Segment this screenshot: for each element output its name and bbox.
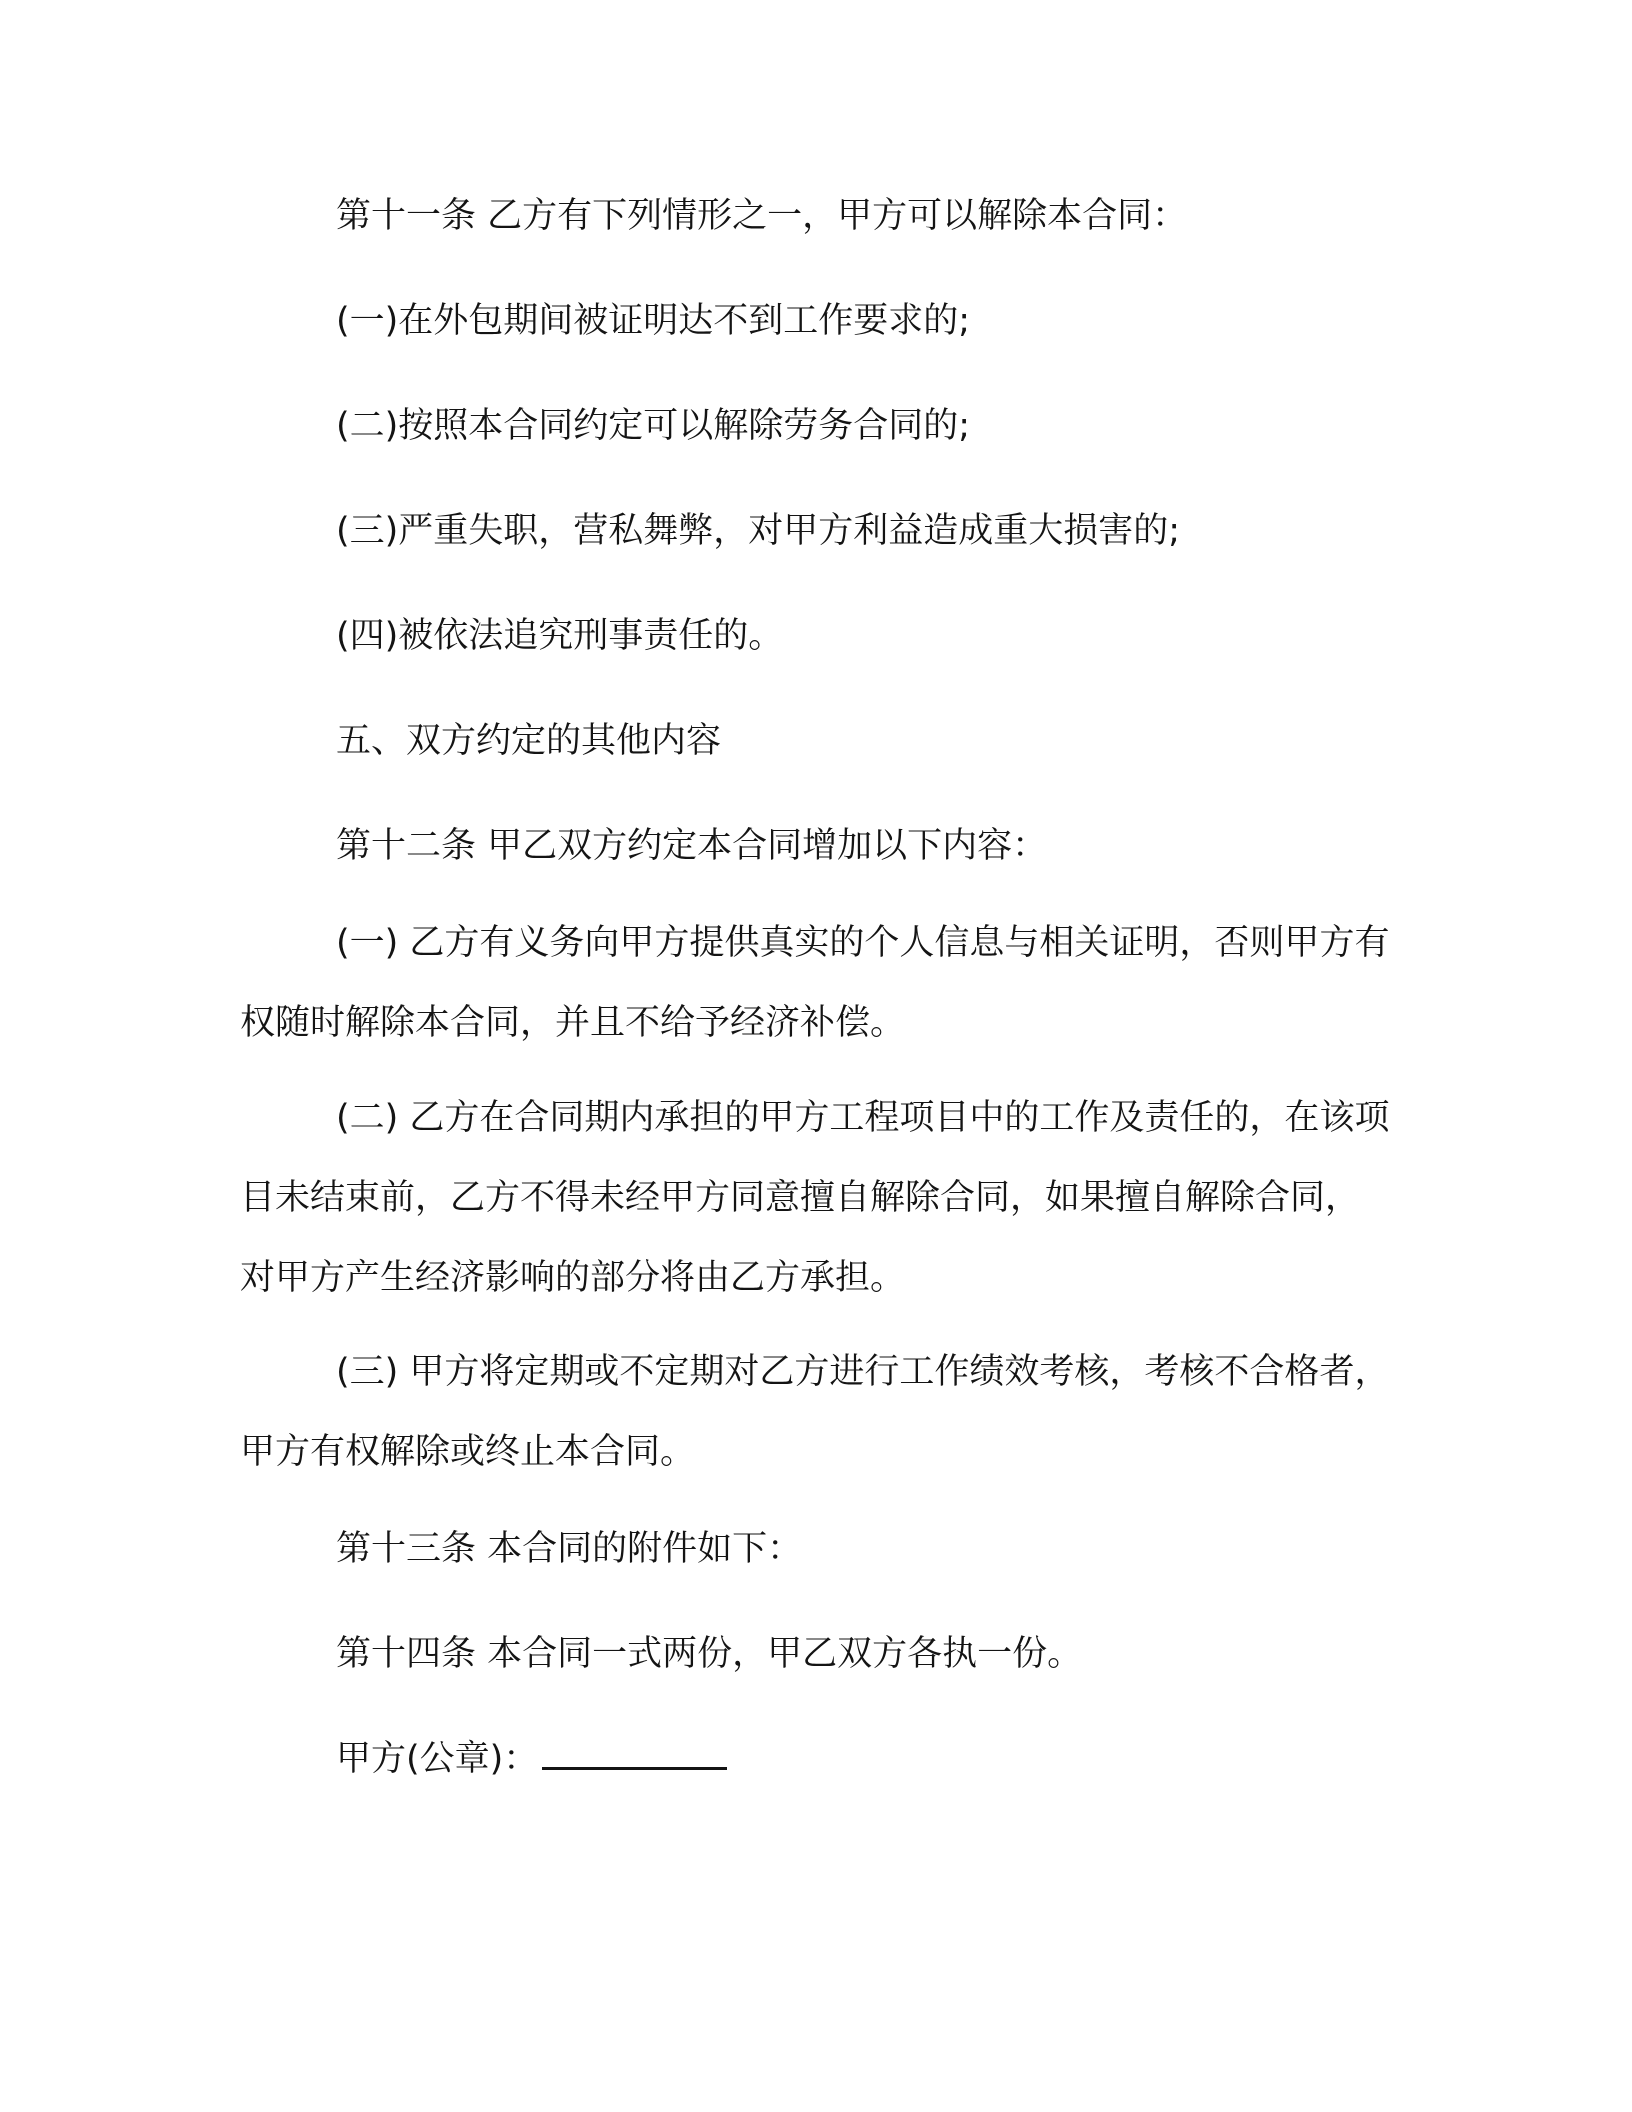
signature-label: 甲方(公章)：: [336, 1739, 539, 1779]
article-12-item-1: (一) 乙方有义务向甲方提供真实的个人信息与相关证明，否则甲方有权随时解除本合同，并且不给予经济补偿。: [240, 923, 1390, 1043]
article-11-item-1: (一)在外包期间被证明达不到工作要求的;: [336, 301, 971, 341]
article-12: 第十二条 甲乙双方约定本合同增加以下内容：: [336, 826, 1048, 866]
article-13: 第十三条 本合同的附件如下：: [336, 1529, 803, 1569]
article-11-item-2: (二)按照本合同约定可以解除劳务合同的;: [336, 406, 971, 446]
signature-blank: [542, 1737, 727, 1770]
article-11: 第十一条 乙方有下列情形之一，甲方可以解除本合同：: [336, 196, 1188, 236]
article-11-item-3: (三)严重失职，营私舞弊，对甲方利益造成重大损害的;: [336, 511, 1181, 551]
section-5-heading: 五、双方约定的其他内容: [336, 721, 722, 761]
article-12-item-2: (二) 乙方在合同期内承担的甲方工程项目中的工作及责任的，在该项目未结束前，乙方不得未经甲方同意擅自解除合同，如果擅自解除合同，对甲方产生经济影响的部分将由乙方承担。: [240, 1098, 1390, 1298]
article-11-item-4: (四)被依法追究刑事责任的。: [336, 616, 784, 656]
signature-row: [240, 1719, 1390, 1799]
article-14: 第十四条 本合同一式两份，甲乙双方各执一份。: [336, 1634, 1083, 1674]
article-12-item-3: (三) 甲方将定期或不定期对乙方进行工作绩效考核，考核不合格者，甲方有权解除或终止本合同。: [240, 1352, 1390, 1472]
